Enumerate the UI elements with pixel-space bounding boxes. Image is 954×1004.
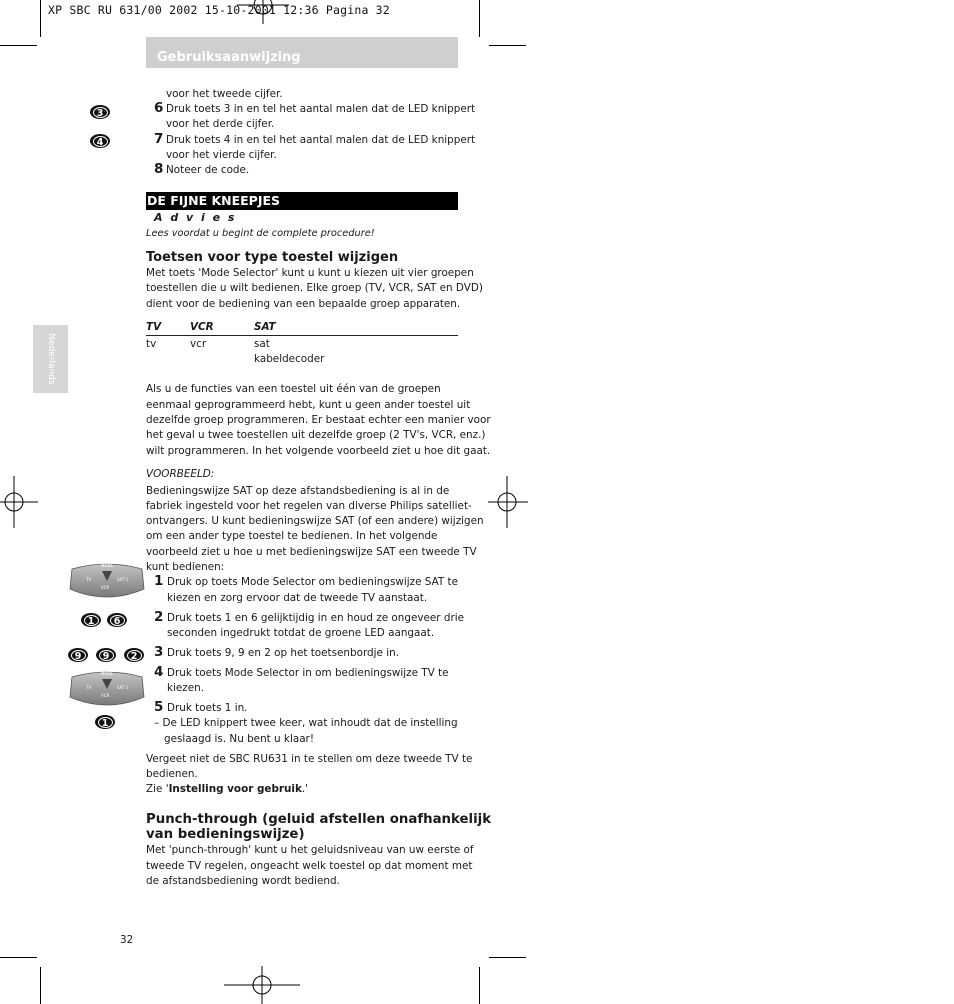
paragraph-line: Bedieningswijze SAT op deze afstandsbediening is al in de <box>146 485 450 497</box>
paragraph-line: dezelfde groep programmeren. Er bestaat echter een manier voor <box>146 414 491 426</box>
selector-label: MODE <box>101 671 114 676</box>
key-label: 2 <box>127 650 142 661</box>
punch-heading-line: van bedieningswijze) <box>146 827 305 842</box>
result-line: geslaagd is. Nu bent u klaar! <box>164 733 314 745</box>
step-number: 3 <box>154 644 164 660</box>
paragraph-line: ontvangers. U kunt bedieningswijze SAT (of een andere) wijzigen <box>146 515 484 527</box>
step-number: 5 <box>154 699 164 715</box>
see-link-text: Instelling voor gebruik <box>168 783 302 795</box>
table-header: SAT <box>254 321 276 333</box>
result-line: – De LED knippert twee keer, wat inhoudt dat de instelling <box>154 717 458 729</box>
paragraph-line: voorbeeld ziet u hoe u met bedieningswijze SAT een tweede TV <box>146 546 477 558</box>
registration-mark-right <box>486 474 528 530</box>
registration-mark-bottom <box>224 966 300 1004</box>
note-line: Vergeet niet de SBC RU631 in te stellen om deze tweede TV te <box>146 753 473 765</box>
example-label: VOORBEELD: <box>146 468 215 480</box>
step-text: voor het derde cijfer. <box>166 118 275 130</box>
registration-mark-top <box>237 0 289 30</box>
key-label: 3 <box>93 107 108 118</box>
step-text: seconden ingedrukt totdat de groene LED aangaat. <box>167 627 435 639</box>
table-rule <box>146 335 458 336</box>
step-number: 2 <box>154 609 164 625</box>
paragraph-line: Met toets 'Mode Selector' kunt u kunt u kiezen uit vier groepen <box>146 267 474 279</box>
selector-label: VCR <box>101 693 110 698</box>
key-9-icon <box>96 648 116 662</box>
key-label: 9 <box>99 650 114 661</box>
selector-label: VCR <box>101 585 110 590</box>
selector-label: SAT 1 <box>117 685 129 690</box>
paragraph-line: Met 'punch-through' kunt u het geluidsniveau van uw eerste of <box>146 844 474 856</box>
header-title: Gebruiksaanwijzing <box>157 50 301 65</box>
language-tab-label: Nederlands <box>46 333 56 385</box>
advies-text: Lees voordat u begint de complete procedure! <box>146 228 375 239</box>
paragraph-line: tweede TV regelen, ongeacht welk toestel op dat moment met <box>146 860 473 872</box>
paragraph-line: het geval u twee toestellen uit dezelfde groep (2 TV's, VCR, enz.) <box>146 429 486 441</box>
section-bar <box>146 192 458 210</box>
step-text: Druk toets 1 en 6 gelijktijdig in en houd ze ongeveer drie <box>167 612 465 624</box>
paragraph-line: dient voor de bediening van een bepaalde groep apparaten. <box>146 298 461 310</box>
key-1-icon <box>95 715 115 729</box>
print-slug: XP SBC RU 631/00 2002 15-10-2001 12:36 Pagina 32 <box>48 3 390 17</box>
step-text: Druk toets Mode Selector in om bedieningswijze TV te <box>167 667 449 679</box>
paragraph-line: fabriek ingesteld voor het regelen van diverse Philips satelliet- <box>146 500 472 512</box>
intro-continuation: voor het tweede cijfer. <box>166 88 283 100</box>
table-header: VCR <box>190 321 214 333</box>
paragraph-line: kunt bedienen: <box>146 561 225 573</box>
paragraph-line: eenmaal geprogrammeerd hebt, kunt u geen ander toestel uit <box>146 399 471 411</box>
selector-label: TV <box>86 685 92 690</box>
paragraph-line: de afstandsbediening wordt bediend. <box>146 875 340 887</box>
step-number: 1 <box>154 573 164 589</box>
step-number: 7 <box>154 131 164 147</box>
step-text: Druk toets 1 in. <box>167 702 248 714</box>
mode-selector-icon <box>68 561 146 601</box>
key-9-icon <box>68 648 88 662</box>
step-number: 6 <box>154 100 164 116</box>
registration-mark-left <box>0 474 40 530</box>
key-4-icon <box>90 134 110 148</box>
selector-label: SAT 1 <box>117 577 129 582</box>
step-text: Druk op toets Mode Selector om bedieningswijze SAT te <box>167 576 458 588</box>
paragraph-line: toestellen die u wilt bedienen. Elke groep (TV, VCR, SAT en DVD) <box>146 282 483 294</box>
see-reference <box>146 782 308 797</box>
key-label: 1 <box>84 615 99 626</box>
header-bar <box>146 37 458 68</box>
see-prefix: Zie ' <box>146 783 169 795</box>
key-label: 9 <box>71 650 86 661</box>
paragraph-line: Als u de functies van een toestel uit één van de groepen <box>146 383 441 395</box>
step-text: voor het vierde cijfer. <box>166 149 277 161</box>
key-label: 4 <box>93 136 108 147</box>
key-label: 1 <box>98 717 113 728</box>
punch-heading-line: Punch-through (geluid afstellen onafhankelijk <box>146 812 492 827</box>
step-text: Druk toets 3 in en tel het aantal malen dat de LED knippert <box>166 103 476 115</box>
step-text: Druk toets 9, 9 en 2 op het toetsenbordje in. <box>167 647 400 659</box>
table-cell: sat <box>254 338 270 350</box>
paragraph-line: wilt programmeren. In het volgende voorbeeld ziet u hoe dit gaat. <box>146 445 491 457</box>
step-text: Druk toets 4 in en tel het aantal malen dat de LED knippert <box>166 134 476 146</box>
key-1-icon <box>81 613 101 627</box>
section-title: DE FIJNE KNEEPJES <box>147 193 281 208</box>
table-cell: kabeldecoder <box>254 353 325 365</box>
key-label: 6 <box>110 615 125 626</box>
key-2-icon <box>124 648 144 662</box>
step-number: 4 <box>154 664 164 680</box>
advies-label: A d v i e s <box>154 211 237 224</box>
see-suffix: .' <box>301 783 309 795</box>
page-number: 32 <box>120 934 134 946</box>
step-text: kiezen. <box>167 682 205 694</box>
paragraph-line: om een ander type toestel te bedienen. In het volgende <box>146 530 438 542</box>
step-text: Noteer de code. <box>166 164 250 176</box>
language-tab <box>33 325 68 393</box>
table-header: TV <box>146 321 162 333</box>
mode-selector-icon <box>68 669 146 709</box>
section-heading: Toetsen voor type toestel wijzigen <box>146 250 399 265</box>
step-number: 8 <box>154 161 164 177</box>
selector-label: MODE <box>101 563 114 568</box>
selector-label: TV <box>86 577 92 582</box>
key-3-icon <box>90 105 110 119</box>
step-text: kiezen en zorg ervoor dat de tweede TV aanstaat. <box>167 592 428 604</box>
key-6-icon <box>107 613 127 627</box>
table-cell: vcr <box>190 338 207 350</box>
note-line: bedienen. <box>146 768 198 780</box>
table-cell: tv <box>146 338 157 350</box>
